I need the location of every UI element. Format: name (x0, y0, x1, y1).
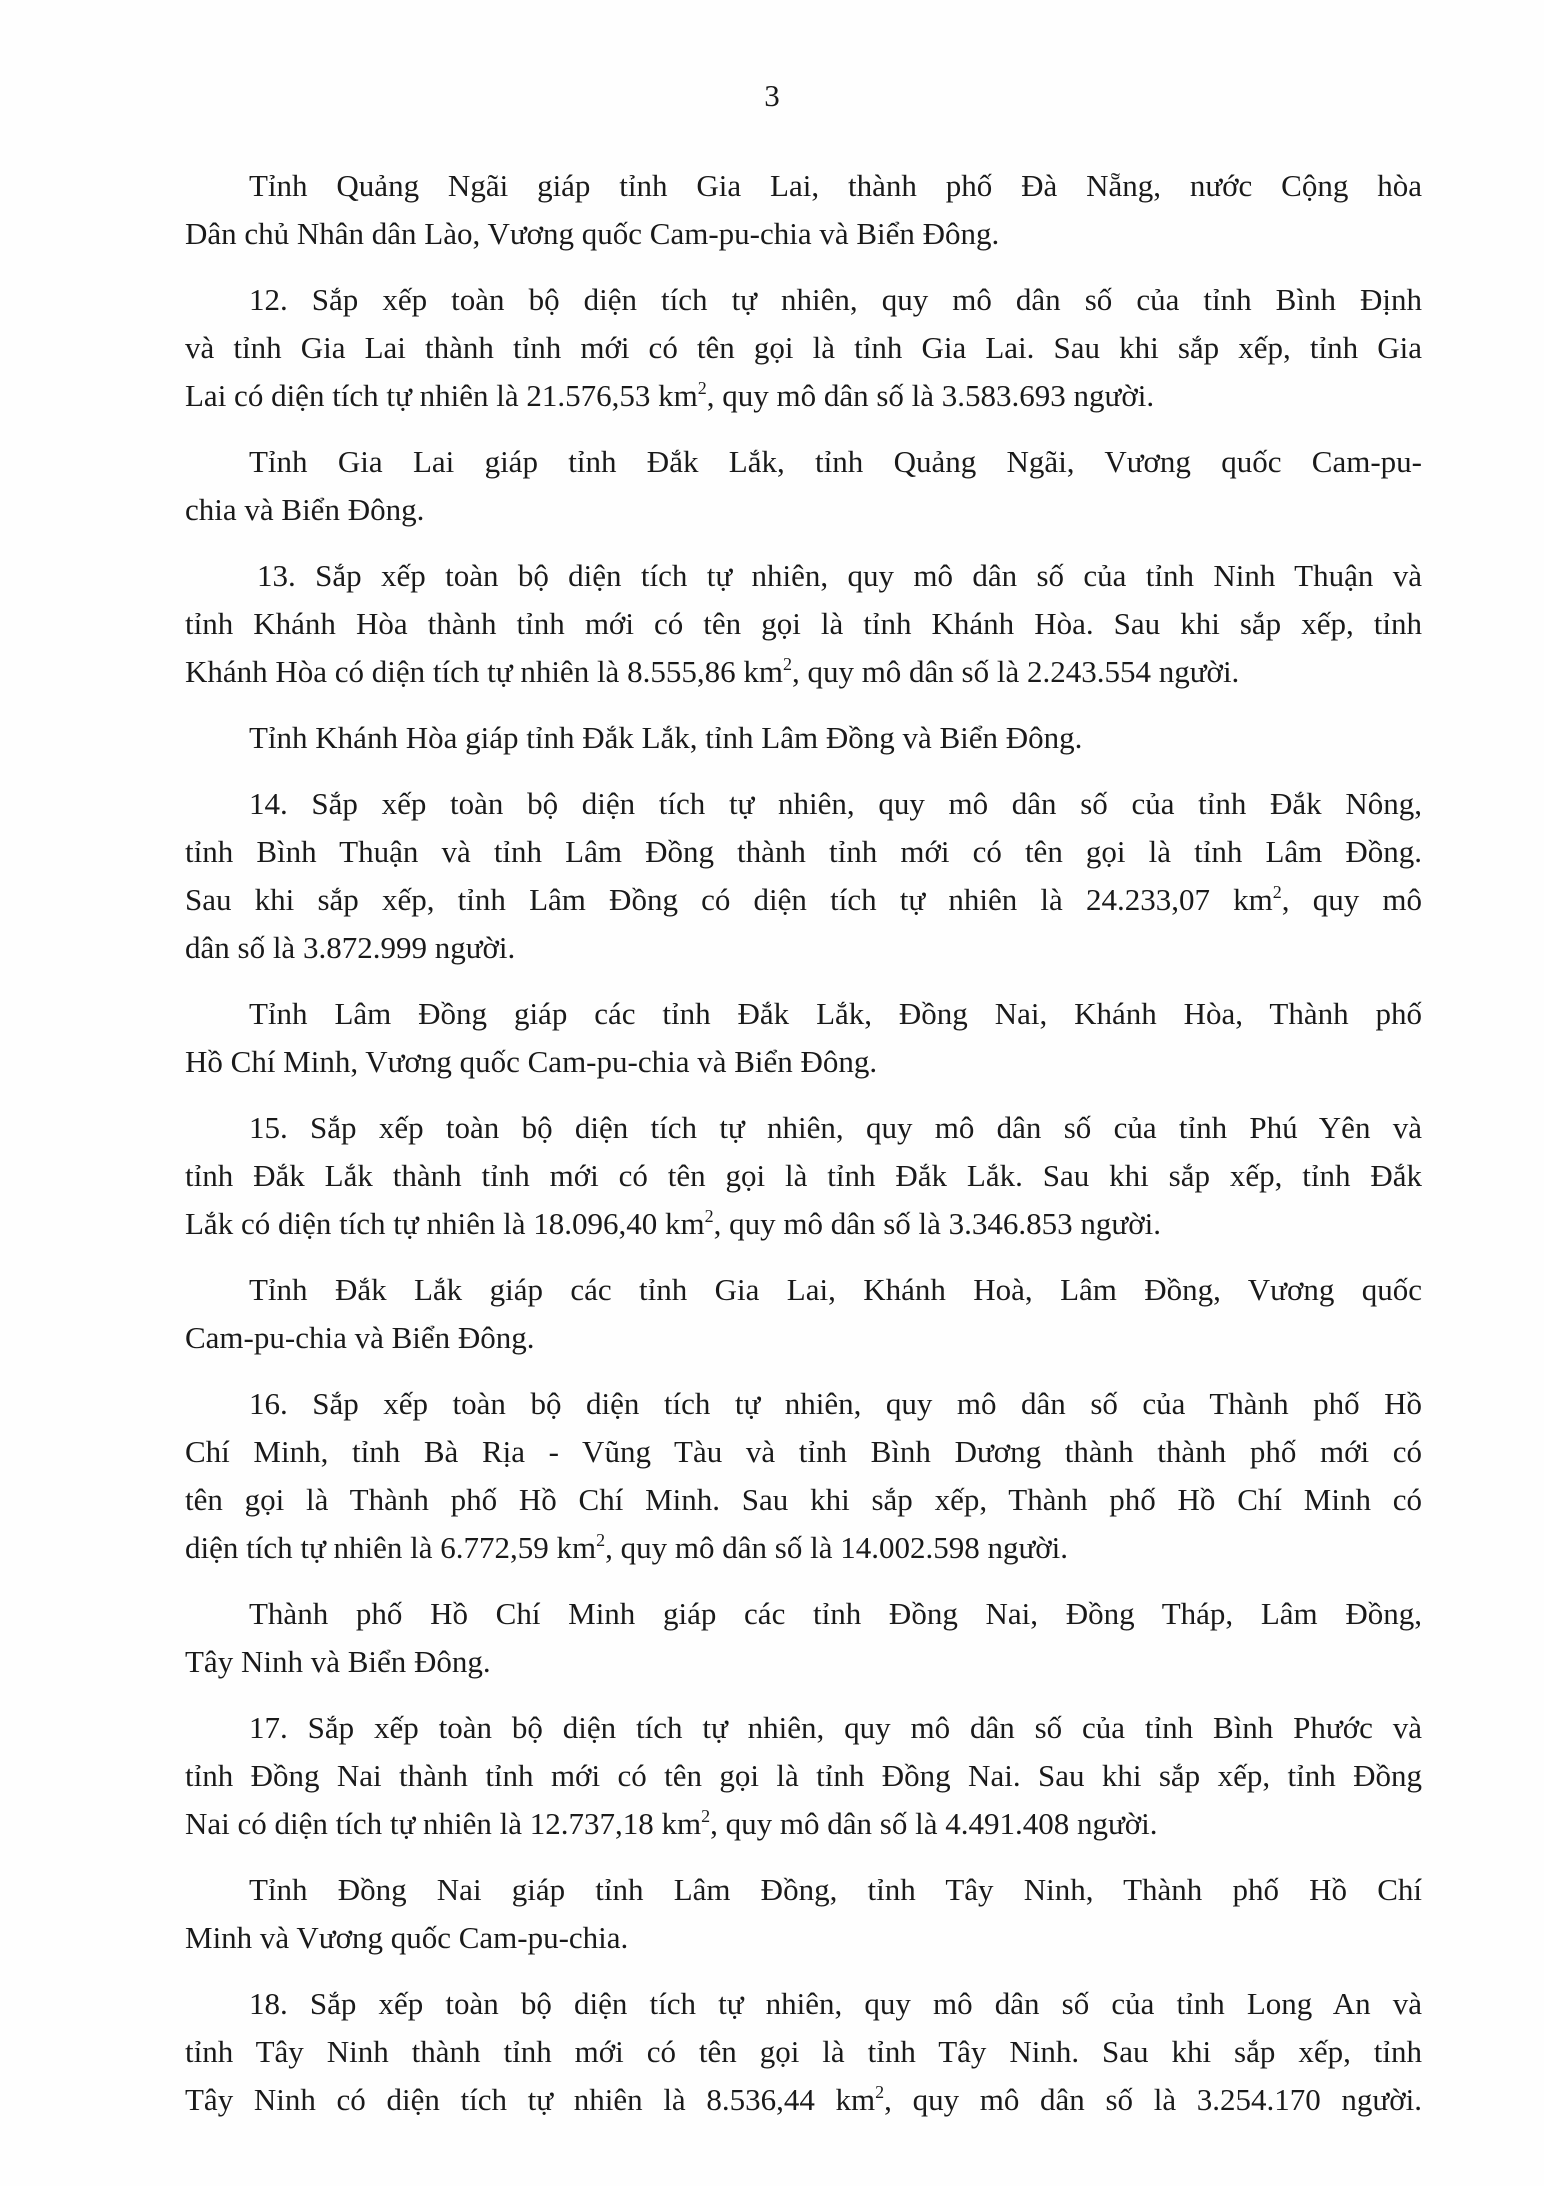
text-line: Tỉnh Lâm Đồng giáp các tỉnh Đắk Lắk, Đồng Nai, Khánh Hòa, Thành phố (249, 996, 1422, 1031)
text-line: Dân chủ Nhân dân Lào, Vương quốc Cam-pu-chia và Biển Đông. (185, 216, 1000, 251)
paragraph-item-17 (185, 1704, 1422, 1848)
text-run: Khánh Hòa có diện tích tự nhiên là 8.555,86 km (185, 654, 783, 689)
paragraph-hcm-borders (185, 1590, 1422, 1686)
text-line: Tỉnh Khánh Hòa giáp tỉnh Đắk Lắk, tỉnh Lâm Đồng và Biển Đông. (249, 720, 1083, 755)
text-line (185, 876, 1422, 924)
superscript: 2 (875, 2082, 885, 2102)
paragraph-quang-ngai-borders (185, 162, 1422, 258)
text-line (185, 1524, 1422, 1572)
paragraph-item-18 (185, 1980, 1422, 2124)
text-line: tỉnh Đắk Lắk thành tỉnh mới có tên gọi là tỉnh Đắk Lắk. Sau khi sắp xếp, tỉnh Đắk (185, 1158, 1422, 1193)
paragraph-item-12 (185, 276, 1422, 420)
text-line (185, 648, 1422, 696)
text-line: tỉnh Khánh Hòa thành tỉnh mới có tên gọi là tỉnh Khánh Hòa. Sau khi sắp xếp, tỉnh (185, 606, 1422, 641)
paragraph-lam-dong-borders (185, 990, 1422, 1086)
paragraph-item-13 (185, 552, 1422, 696)
text-run: , quy mô dân số là 3.254.170 người. (884, 2082, 1422, 2117)
text-line: Hồ Chí Minh, Vương quốc Cam-pu-chia và Biển Đông. (185, 1044, 878, 1079)
text-line (185, 1200, 1422, 1248)
text-line: và tỉnh Gia Lai thành tỉnh mới có tên gọi là tỉnh Gia Lai. Sau khi sắp xếp, tỉnh Gia (185, 330, 1422, 365)
text-line: chia và Biển Đông. (185, 492, 425, 527)
text-run: Tây Ninh có diện tích tự nhiên là 8.536,44 km (185, 2082, 876, 2117)
paragraph-khanh-hoa-borders (185, 714, 1422, 762)
text-run: Nai có diện tích tự nhiên là 12.737,18 km (185, 1806, 702, 1841)
text-line: 16. Sắp xếp toàn bộ diện tích tự nhiên, quy mô dân số của Thành phố Hồ (249, 1386, 1422, 1421)
superscript: 2 (1272, 882, 1282, 902)
text-run: Lắk có diện tích tự nhiên là 18.096,40 km (185, 1206, 705, 1241)
text-run: , quy mô dân số là 2.243.554 người. (791, 654, 1240, 689)
text-run: Sau khi sắp xếp, tỉnh Lâm Đồng có diện tích tự nhiên là 24.233,07 km (185, 882, 1273, 917)
text-line: 18. Sắp xếp toàn bộ diện tích tự nhiên, quy mô dân số của tỉnh Long An và (249, 1986, 1422, 2021)
superscript: 2 (596, 1530, 606, 1550)
document-body (185, 162, 1422, 2142)
text-line (185, 1800, 1422, 1848)
text-line: 14. Sắp xếp toàn bộ diện tích tự nhiên, quy mô dân số của tỉnh Đắk Nông, (249, 786, 1422, 821)
text-line: Tỉnh Gia Lai giáp tỉnh Đắk Lắk, tỉnh Quảng Ngãi, Vương quốc Cam-pu- (249, 444, 1422, 479)
text-line: dân số là 3.872.999 người. (185, 930, 516, 965)
text-line: Cam-pu-chia và Biển Đông. (185, 1320, 535, 1355)
text-line: Minh và Vương quốc Cam-pu-chia. (185, 1920, 629, 1955)
text-run: , quy mô dân số là 3.346.853 người. (713, 1206, 1161, 1241)
superscript: 2 (704, 1206, 714, 1226)
text-line: Tây Ninh và Biển Đông. (185, 1644, 491, 1679)
paragraph-item-14 (185, 780, 1422, 972)
text-line: tỉnh Tây Ninh thành tỉnh mới có tên gọi là tỉnh Tây Ninh. Sau khi sắp xếp, tỉnh (185, 2034, 1422, 2069)
text-line: Chí Minh, tỉnh Bà Rịa - Vũng Tàu và tỉnh Bình Dương thành thành phố mới có (185, 1434, 1422, 1469)
paragraph-item-15 (185, 1104, 1422, 1248)
text-line: 15. Sắp xếp toàn bộ diện tích tự nhiên, quy mô dân số của tỉnh Phú Yên và (249, 1110, 1422, 1145)
text-line: tỉnh Đồng Nai thành tỉnh mới có tên gọi là tỉnh Đồng Nai. Sau khi sắp xếp, tỉnh Đồng (185, 1758, 1422, 1793)
text-line (185, 2076, 1422, 2124)
paragraph-gia-lai-borders (185, 438, 1422, 534)
text-line: 12. Sắp xếp toàn bộ diện tích tự nhiên, quy mô dân số của tỉnh Bình Định (249, 282, 1422, 317)
text-line: tên gọi là Thành phố Hồ Chí Minh. Sau khi sắp xếp, Thành phố Hồ Chí Minh có (185, 1482, 1422, 1517)
text-run: diện tích tự nhiên là 6.772,59 km (185, 1530, 597, 1565)
text-run: , quy mô dân số là 14.002.598 người. (605, 1530, 1069, 1565)
superscript: 2 (701, 1806, 711, 1826)
text-line: tỉnh Bình Thuận và tỉnh Lâm Đồng thành tỉnh mới có tên gọi là tỉnh Lâm Đồng. (185, 834, 1422, 869)
text-line (185, 372, 1422, 420)
text-line: 13. Sắp xếp toàn bộ diện tích tự nhiên, quy mô dân số của tỉnh Ninh Thuận và (257, 558, 1422, 593)
text-run: , quy mô dân số là 4.491.408 người. (710, 1806, 1158, 1841)
text-line: Tỉnh Đồng Nai giáp tỉnh Lâm Đồng, tỉnh Tây Ninh, Thành phố Hồ Chí (249, 1872, 1422, 1907)
paragraph-item-16 (185, 1380, 1422, 1572)
text-run: , quy mô dân số là 3.583.693 người. (706, 378, 1155, 413)
text-line: Tỉnh Quảng Ngãi giáp tỉnh Gia Lai, thành phố Đà Nẵng, nước Cộng hòa (249, 168, 1422, 203)
paragraph-dong-nai-borders (185, 1866, 1422, 1962)
paragraph-dak-lak-borders (185, 1266, 1422, 1362)
text-line: Tỉnh Đắk Lắk giáp các tỉnh Gia Lai, Khánh Hoà, Lâm Đồng, Vương quốc (249, 1272, 1422, 1307)
text-run: , quy mô (1281, 882, 1422, 917)
text-run: Lai có diện tích tự nhiên là 21.576,53 km (185, 378, 698, 413)
text-line: 17. Sắp xếp toàn bộ diện tích tự nhiên, quy mô dân số của tỉnh Bình Phước và (249, 1710, 1422, 1745)
superscript: 2 (697, 378, 707, 398)
page-number: 3 (764, 78, 780, 113)
text-line: Thành phố Hồ Chí Minh giáp các tỉnh Đồng Nai, Đồng Tháp, Lâm Đồng, (249, 1596, 1422, 1631)
superscript: 2 (782, 654, 792, 674)
